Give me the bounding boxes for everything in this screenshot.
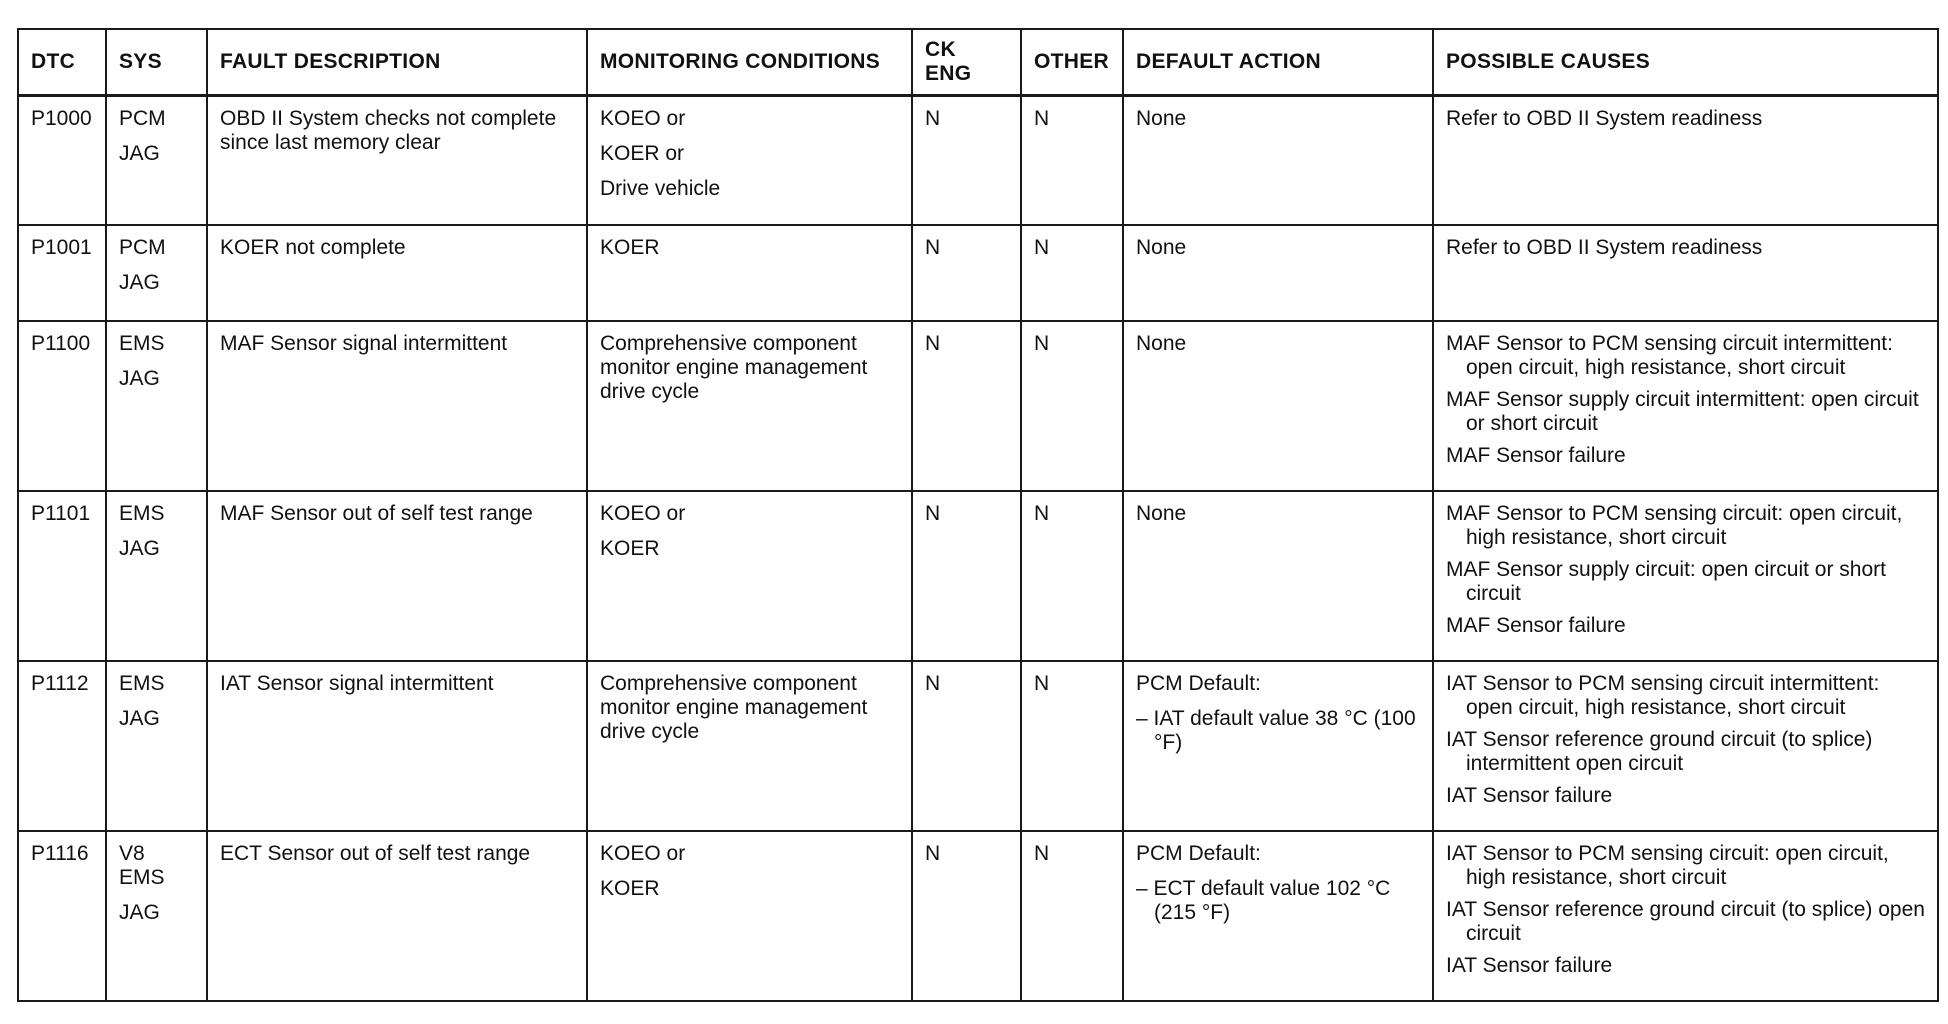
possible-cause: IAT Sensor reference ground circuit (to splice) open circuit	[1446, 897, 1925, 945]
monitoring-conditions-cell	[587, 96, 912, 225]
monitoring-line: KOER or	[600, 142, 685, 165]
table-row	[18, 661, 1938, 831]
possible-cause: MAF Sensor supply circuit: open circuit or short circuit	[1446, 557, 1886, 605]
ck-eng-value: N	[925, 107, 941, 130]
other-cell	[1021, 491, 1123, 661]
other-cell	[1021, 831, 1123, 1001]
ck-eng-cell	[912, 491, 1021, 661]
dtc-cell	[18, 225, 106, 321]
other-cell	[1021, 225, 1123, 321]
default-action-main: None	[1136, 235, 1187, 259]
dtc-code: P1000	[31, 107, 92, 130]
monitoring-conditions-cell	[587, 321, 912, 491]
other-cell	[1021, 96, 1123, 225]
default-action-cell	[1123, 491, 1433, 661]
possible-causes-cell	[1433, 96, 1938, 225]
other-cell	[1021, 661, 1123, 831]
sys-cell	[106, 831, 207, 1001]
dtc-code: P1001	[31, 235, 92, 259]
fault-description-cell	[207, 321, 587, 491]
fault-description: ECT Sensor out of self test range	[220, 841, 531, 865]
column-header-monitoring-conditions: MONITORING CONDITIONS	[587, 29, 912, 96]
possible-cause: MAF Sensor to PCM sensing circuit intermittent: open circuit, high resistance, short circuit	[1446, 331, 1893, 379]
ck-eng-cell	[912, 831, 1021, 1001]
sys-line: JAG	[119, 706, 160, 730]
default-action-detail: – ECT default value 102 °C (215 °F)	[1136, 876, 1391, 924]
possible-cause: Refer to OBD II System readiness	[1446, 107, 1763, 130]
default-action-main: PCM Default:	[1136, 841, 1261, 865]
sys-cell	[106, 491, 207, 661]
sys-cell	[106, 321, 207, 491]
dtc-cell	[18, 831, 106, 1001]
dtc-cell	[18, 321, 106, 491]
ck-eng-cell	[912, 225, 1021, 321]
table-row	[18, 321, 1938, 491]
dtc-table	[17, 28, 1939, 1002]
default-action-detail: – IAT default value 38 °C (100 °F)	[1136, 706, 1416, 754]
possible-cause: IAT Sensor to PCM sensing circuit intermittent: open circuit, high resistance, short circuit	[1446, 671, 1880, 719]
dtc-code: P1100	[31, 331, 91, 355]
column-header-dtc: DTC	[18, 29, 106, 96]
default-action-cell	[1123, 321, 1433, 491]
sys-line: PCM	[119, 235, 166, 259]
default-action-cell	[1123, 96, 1433, 225]
default-action-main: None	[1136, 107, 1187, 130]
fault-description-cell	[207, 225, 587, 321]
dtc-cell	[18, 661, 106, 831]
possible-causes-cell	[1433, 321, 1938, 491]
column-header-sys: SYS	[106, 29, 207, 96]
dtc-code: P1116	[31, 841, 89, 865]
column-header-default-action: DEFAULT ACTION	[1123, 29, 1433, 96]
fault-description-cell	[207, 831, 587, 1001]
fault-description: KOER not complete	[220, 235, 406, 259]
sys-line: JAG	[119, 366, 160, 390]
possible-cause: IAT Sensor to PCM sensing circuit: open circuit, high resistance, short circuit	[1446, 841, 1889, 889]
default-action-main: None	[1136, 501, 1187, 525]
ck-eng-value: N	[925, 235, 941, 259]
ck-eng-value: N	[925, 501, 941, 525]
dtc-code: P1101	[31, 501, 91, 525]
sys-line: JAG	[119, 900, 160, 924]
other-value: N	[1034, 501, 1050, 525]
fault-description-cell	[207, 491, 587, 661]
table-row	[18, 491, 1938, 661]
default-action-main: PCM Default:	[1136, 671, 1261, 695]
sys-cell	[106, 661, 207, 831]
sys-line: JAG	[119, 142, 160, 165]
other-value: N	[1034, 107, 1050, 130]
sys-line: EMS	[119, 331, 165, 355]
default-action-main: None	[1136, 331, 1187, 355]
monitoring-conditions-cell	[587, 661, 912, 831]
sys-line: PCM	[119, 107, 166, 130]
header-row	[18, 29, 1938, 96]
possible-cause: IAT Sensor failure	[1446, 783, 1613, 807]
other-value: N	[1034, 331, 1050, 355]
default-action-cell	[1123, 661, 1433, 831]
possible-causes-cell	[1433, 661, 1938, 831]
possible-cause: MAF Sensor to PCM sensing circuit: open circuit, high resistance, short circuit	[1446, 501, 1903, 549]
table-body	[18, 96, 1938, 1001]
column-header-ck-eng: CK ENG	[912, 29, 1021, 96]
other-value: N	[1034, 841, 1050, 865]
fault-description-cell	[207, 96, 587, 225]
sys-line: JAG	[119, 270, 160, 294]
monitoring-line: Comprehensive component monitor engine management drive cycle	[600, 331, 868, 403]
fault-description: OBD II System checks not complete since last memory clear	[220, 107, 557, 154]
column-header-other: OTHER	[1021, 29, 1123, 96]
column-header-fault-description: FAULT DESCRIPTION	[207, 29, 587, 96]
table-row	[18, 225, 1938, 321]
fault-description: MAF Sensor signal intermittent	[220, 331, 508, 355]
sys-line: EMS	[119, 671, 165, 695]
ck-eng-cell	[912, 96, 1021, 225]
monitoring-line: KOER	[600, 536, 660, 560]
table-header	[18, 29, 1938, 96]
ck-eng-value: N	[925, 671, 941, 695]
other-value: N	[1034, 671, 1050, 695]
fault-description: IAT Sensor signal intermittent	[220, 671, 494, 695]
monitoring-line: KOER	[600, 876, 660, 900]
sys-line: EMS	[119, 501, 165, 525]
fault-description-cell	[207, 661, 587, 831]
monitoring-conditions-cell	[587, 831, 912, 1001]
possible-causes-cell	[1433, 831, 1938, 1001]
monitoring-conditions-cell	[587, 225, 912, 321]
monitoring-line: Comprehensive component monitor engine management drive cycle	[600, 671, 868, 743]
possible-cause: Refer to OBD II System readiness	[1446, 235, 1763, 259]
column-header-possible-causes: POSSIBLE CAUSES	[1433, 29, 1938, 96]
monitoring-line: KOEO or	[600, 841, 686, 865]
possible-cause: MAF Sensor failure	[1446, 443, 1626, 467]
sys-line: V8 EMS	[119, 841, 165, 889]
other-value: N	[1034, 235, 1050, 259]
monitoring-conditions-cell	[587, 491, 912, 661]
possible-cause: IAT Sensor reference ground circuit (to splice) intermittent open circuit	[1446, 727, 1873, 775]
ck-eng-cell	[912, 321, 1021, 491]
monitoring-line: KOEO or	[600, 107, 686, 130]
sys-cell	[106, 225, 207, 321]
dtc-cell	[18, 491, 106, 661]
table-row	[18, 831, 1938, 1001]
monitoring-line: KOER	[600, 235, 660, 259]
default-action-cell	[1123, 831, 1433, 1001]
other-cell	[1021, 321, 1123, 491]
possible-causes-cell	[1433, 225, 1938, 321]
fault-description: MAF Sensor out of self test range	[220, 501, 533, 525]
ck-eng-value: N	[925, 841, 941, 865]
monitoring-line: Drive vehicle	[600, 177, 721, 200]
dtc-code: P1112	[31, 671, 89, 695]
sys-line: JAG	[119, 536, 160, 560]
possible-cause: MAF Sensor failure	[1446, 613, 1626, 637]
possible-cause: MAF Sensor supply circuit intermittent: open circuit or short circuit	[1446, 387, 1919, 435]
table-row	[18, 96, 1938, 225]
possible-cause: IAT Sensor failure	[1446, 953, 1613, 977]
ck-eng-value: N	[925, 331, 941, 355]
dtc-cell	[18, 96, 106, 225]
sys-cell	[106, 96, 207, 225]
ck-eng-cell	[912, 661, 1021, 831]
monitoring-line: KOEO or	[600, 501, 686, 525]
default-action-cell	[1123, 225, 1433, 321]
possible-causes-cell	[1433, 491, 1938, 661]
